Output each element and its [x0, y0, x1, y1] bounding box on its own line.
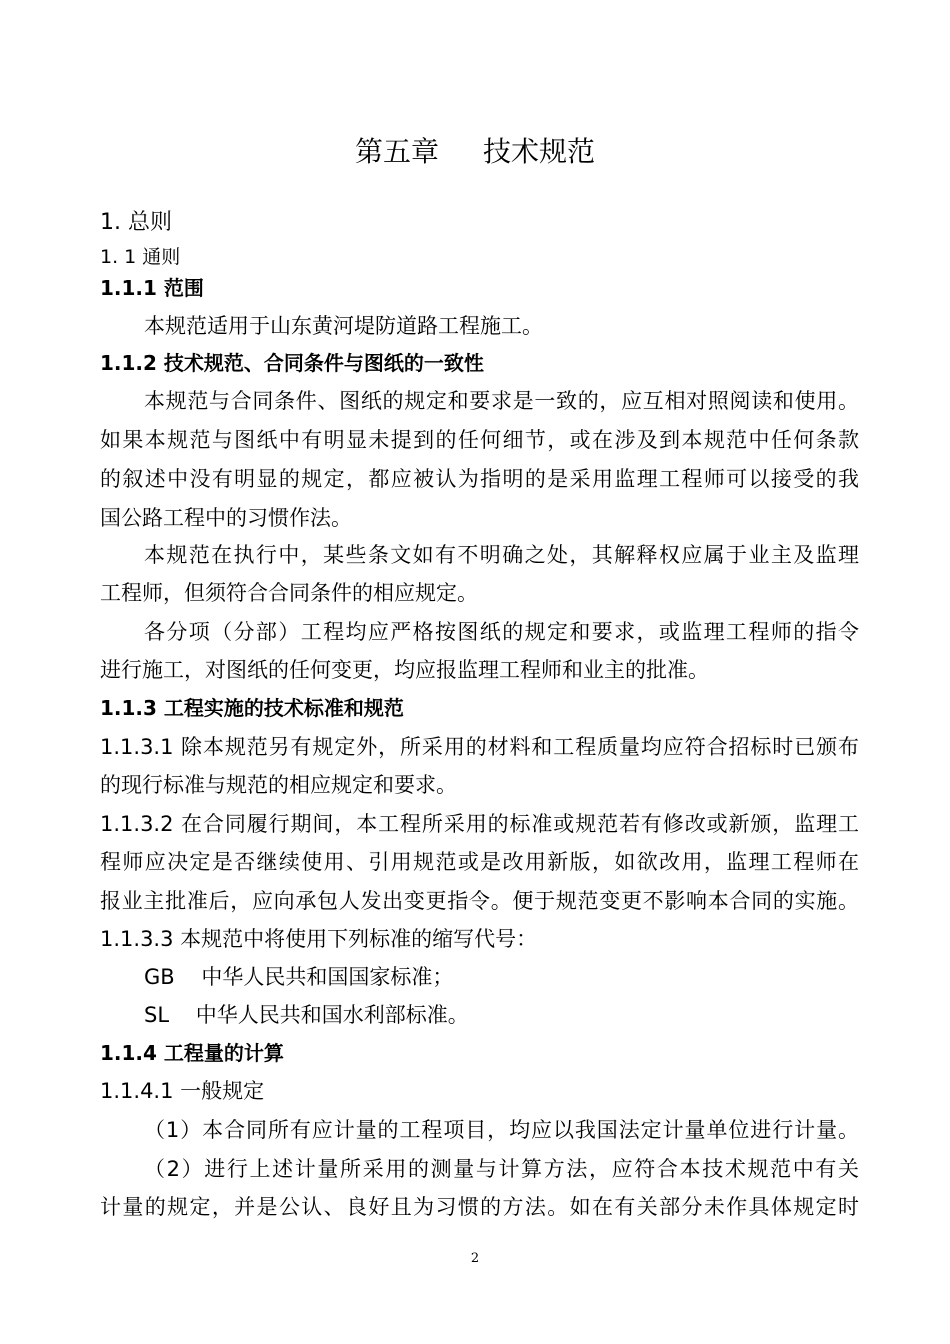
- subsection-heading: 1. 1 通则: [100, 246, 181, 268]
- clause-heading: 1.1.4 工程量的计算: [100, 1041, 284, 1065]
- paragraph-line: 1.1.3.2 在合同履行期间，本工程所采用的标准或规范若有修改或新颁，监理工: [100, 812, 859, 836]
- paragraph-line: 程师应决定是否继续使用、引用规范或是改用新版，如欲改用，监理工程师在: [100, 850, 859, 874]
- paragraph-line: 1.1.3.1 除本规范另有规定外，所采用的材料和工程质量均应符合招标时已颁布: [100, 735, 859, 759]
- paragraph-line: 的现行标准与规范的相应规定和要求。: [100, 773, 457, 797]
- paragraph-line: 本规范在执行中，某些条文如有不明确之处，其解释权应属于业主及监理: [144, 543, 859, 567]
- paragraph-line: 计量的规定，并是公认、良好且为习惯的方法。如在有关部分未作具体规定时: [100, 1195, 859, 1219]
- abbreviation-item: SL 中华人民共和国水利部标准。: [144, 1003, 469, 1027]
- paragraph-line: （2）进行上述计量所采用的测量与计算方法，应符合本技术规范中有关: [144, 1157, 859, 1181]
- paragraph-line: （1）本合同所有应计量的工程项目，均应以我国法定计量单位进行计量。: [144, 1118, 859, 1142]
- paragraph-line: 1.1.3.3 本规范中将使用下列标准的缩写代号：: [100, 927, 538, 951]
- clause-heading: 1.1.3 工程实施的技术标准和规范: [100, 696, 404, 720]
- paragraph-line: 工程师，但须符合合同条件的相应规定。: [100, 581, 478, 605]
- paragraph-line: 1.1.4.1 一般规定: [100, 1079, 265, 1103]
- paragraph-line: 如果本规范与图纸中有明显未提到的任何细节，或在涉及到本规范中任何条款: [100, 428, 859, 452]
- paragraph-line: 本规范与合同条件、图纸的规定和要求是一致的，应互相对照阅读和使用。: [144, 389, 859, 413]
- section-heading: 1. 总则: [100, 210, 172, 235]
- chapter-title: [0, 134, 950, 170]
- paragraph-line: 的叙述中没有明显的规定，都应被认为指明的是采用监理工程师可以接受的我: [100, 467, 859, 491]
- clause-heading: 1.1.1 范围: [100, 276, 204, 300]
- chapter-title-number: 第五章: [354, 135, 439, 168]
- paragraph-line: 进行施工，对图纸的任何变更，均应报监理工程师和业主的批准。: [100, 658, 709, 682]
- paragraph-line: 国公路工程中的习惯作法。: [100, 506, 352, 530]
- page-number: 2: [470, 1251, 480, 1266]
- abbreviation-item: GB 中华人民共和国国家标准；: [144, 965, 454, 989]
- chapter-title-text: 技术规范: [483, 135, 596, 168]
- clause-heading: 1.1.2 技术规范、合同条件与图纸的一致性: [100, 351, 484, 375]
- paragraph-line: 本规范适用于山东黄河堤防道路工程施工。: [144, 314, 543, 338]
- paragraph-line: 各分项（分部）工程均应严格按图纸的规定和要求，或监理工程师的指令: [144, 620, 859, 644]
- paragraph-line: 报业主批准后，应向承包人发出变更指令。便于规范变更不影响本合同的实施。: [100, 889, 859, 913]
